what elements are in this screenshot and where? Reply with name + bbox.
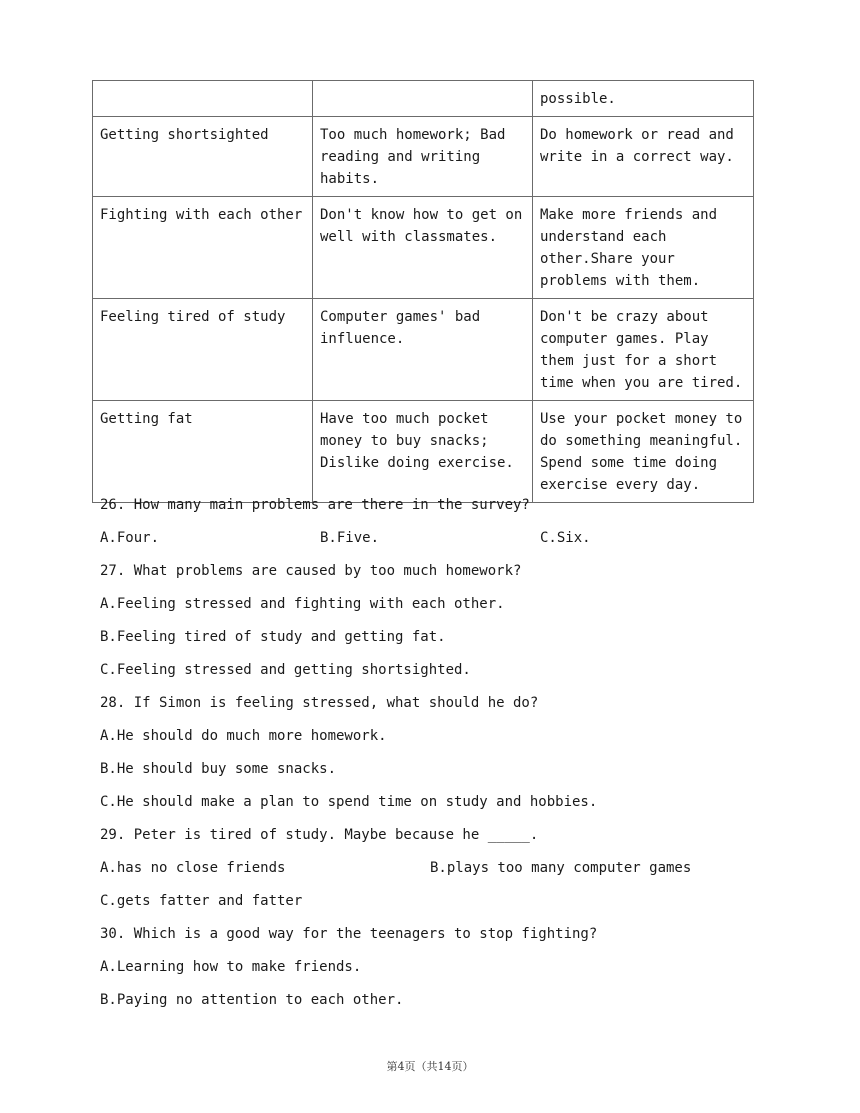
option-c[interactable]: C.Six. bbox=[540, 530, 591, 546]
table-row bbox=[93, 81, 754, 117]
table-cell-reason: Don't know how to get on well with classmates. bbox=[313, 197, 533, 299]
option-c[interactable]: C.He should make a plan to spend time on study and hobbies. bbox=[100, 794, 598, 810]
question-27: 27. What problems are caused by too much homework? bbox=[100, 563, 522, 579]
option-a[interactable]: A.Learning how to make friends. bbox=[100, 959, 362, 975]
table-cell-problem: Getting fat bbox=[93, 401, 313, 503]
table-cell-reason: Too much homework; Bad reading and writing habits. bbox=[313, 117, 533, 197]
table-cell-reason: Computer games' bad influence. bbox=[313, 299, 533, 401]
option-b[interactable]: B.plays too many computer games bbox=[430, 860, 692, 876]
option-a[interactable]: A.He should do much more homework. bbox=[100, 728, 387, 744]
table-cell-problem: Getting shortsighted bbox=[93, 117, 313, 197]
survey-table bbox=[92, 80, 754, 503]
table-cell-problem: Feeling tired of study bbox=[93, 299, 313, 401]
table-row bbox=[93, 401, 754, 503]
question-29: 29. Peter is tired of study. Maybe because he _____. bbox=[100, 827, 539, 843]
question-30: 30. Which is a good way for the teenagers to stop fighting? bbox=[100, 926, 598, 942]
option-b[interactable]: B.He should buy some snacks. bbox=[100, 761, 337, 777]
question-26: 26. How many main problems are there in the survey? bbox=[100, 497, 530, 513]
option-b[interactable]: B.Five. bbox=[320, 530, 380, 546]
table-cell-advice: Use your pocket money to do something meaningful. Spend some time doing exercise every day. bbox=[533, 401, 754, 503]
table-cell-advice: possible. bbox=[533, 81, 754, 117]
question-29-options bbox=[100, 857, 760, 890]
option-c[interactable]: C.Feeling stressed and getting shortsighted. bbox=[100, 662, 471, 678]
table-row bbox=[93, 299, 754, 401]
table-cell-reason bbox=[313, 81, 533, 117]
table-cell-advice: Don't be crazy about computer games. Play them just for a short time when you are tired. bbox=[533, 299, 754, 401]
question-28: 28. If Simon is feeling stressed, what should he do? bbox=[100, 695, 539, 711]
table-cell-advice: Make more friends and understand each other.Share your problems with them. bbox=[533, 197, 754, 299]
option-b[interactable]: B.Feeling tired of study and getting fat. bbox=[100, 629, 446, 645]
option-a[interactable]: A.Four. bbox=[100, 530, 160, 546]
question-26-options bbox=[100, 527, 760, 560]
option-a[interactable]: A.has no close friends bbox=[100, 860, 286, 876]
page-number-footer: 第4页（共14页） bbox=[386, 1060, 474, 1073]
option-c[interactable]: C.gets fatter and fatter bbox=[100, 893, 303, 909]
option-b[interactable]: B.Paying no attention to each other. bbox=[100, 992, 404, 1008]
table-cell-advice: Do homework or read and write in a correct way. bbox=[533, 117, 754, 197]
table-cell-problem: Fighting with each other bbox=[93, 197, 313, 299]
option-a[interactable]: A.Feeling stressed and fighting with each other. bbox=[100, 596, 505, 612]
table-row bbox=[93, 197, 754, 299]
table-cell-problem bbox=[93, 81, 313, 117]
table-row bbox=[93, 117, 754, 197]
question-list bbox=[100, 494, 760, 1022]
table-cell-reason: Have too much pocket money to buy snacks; Dislike doing exercise. bbox=[313, 401, 533, 503]
